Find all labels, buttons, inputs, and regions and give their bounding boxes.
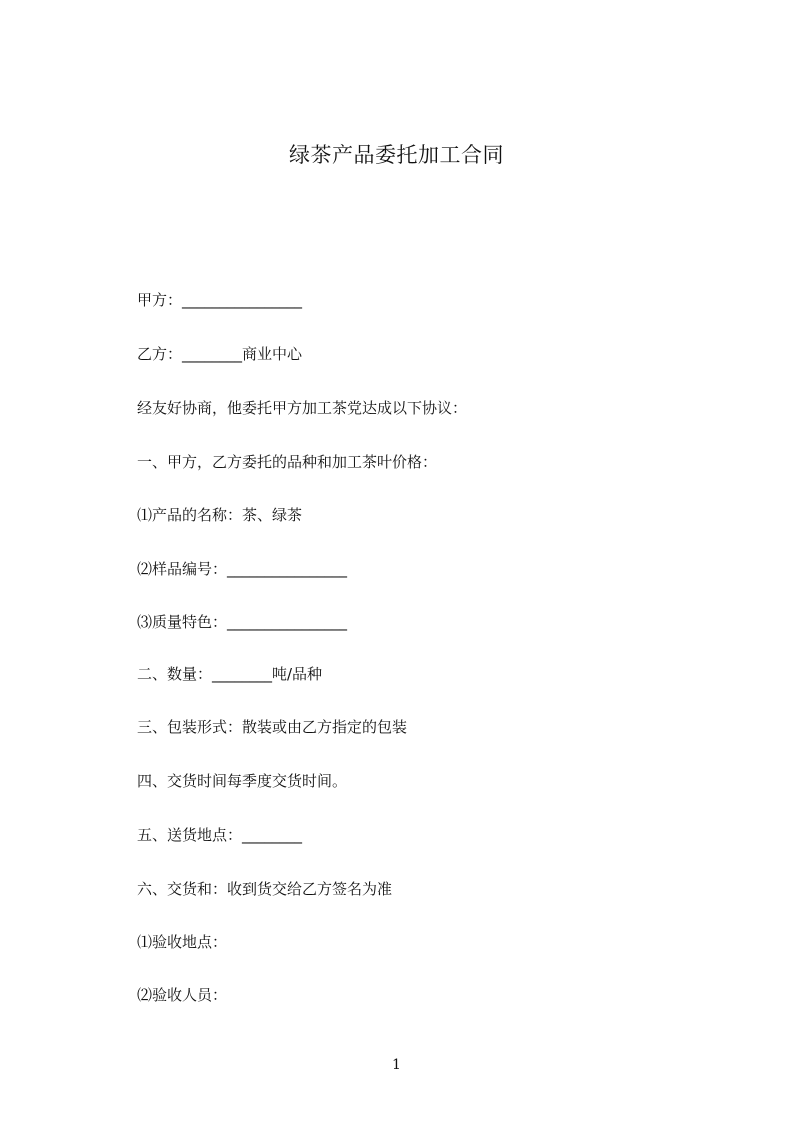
clause-1-heading: 一、甲方，乙方委托的品种和加工茶叶价格： (137, 453, 438, 471)
party-a-line: 甲方：________________ (137, 291, 303, 309)
inspection-location-line: ⑴验收地点： (137, 933, 228, 951)
delivery-location-line: 五、送货地点：________ (137, 826, 303, 844)
quantity-line: 二、数量：________吨/品种 (137, 665, 323, 683)
packaging-line: 三、包装形式：散装或由乙方指定的包装 (137, 718, 408, 736)
product-name-line: ⑴产品的名称：茶、绿茶 (137, 506, 303, 524)
page-number: 1 (392, 1057, 401, 1073)
party-b-line: 乙方：________商业中心 (137, 345, 303, 363)
quality-feature-line: ⑶质量特色：________________ (137, 613, 348, 631)
inspection-personnel-line: ⑵验收人员： (137, 986, 228, 1004)
document-title: 绿茶产品委托加工合同 (289, 143, 504, 167)
delivery-acceptance-line: 六、交货和：收到货交给乙方签名为准 (137, 880, 393, 898)
delivery-time-line: 四、交货时间每季度交货时间。 (137, 772, 348, 790)
agreement-intro-line: 经友好协商，他委托甲方加工茶党达成以下协议： (137, 399, 468, 417)
sample-number-line: ⑵样品编号：________________ (137, 560, 348, 578)
